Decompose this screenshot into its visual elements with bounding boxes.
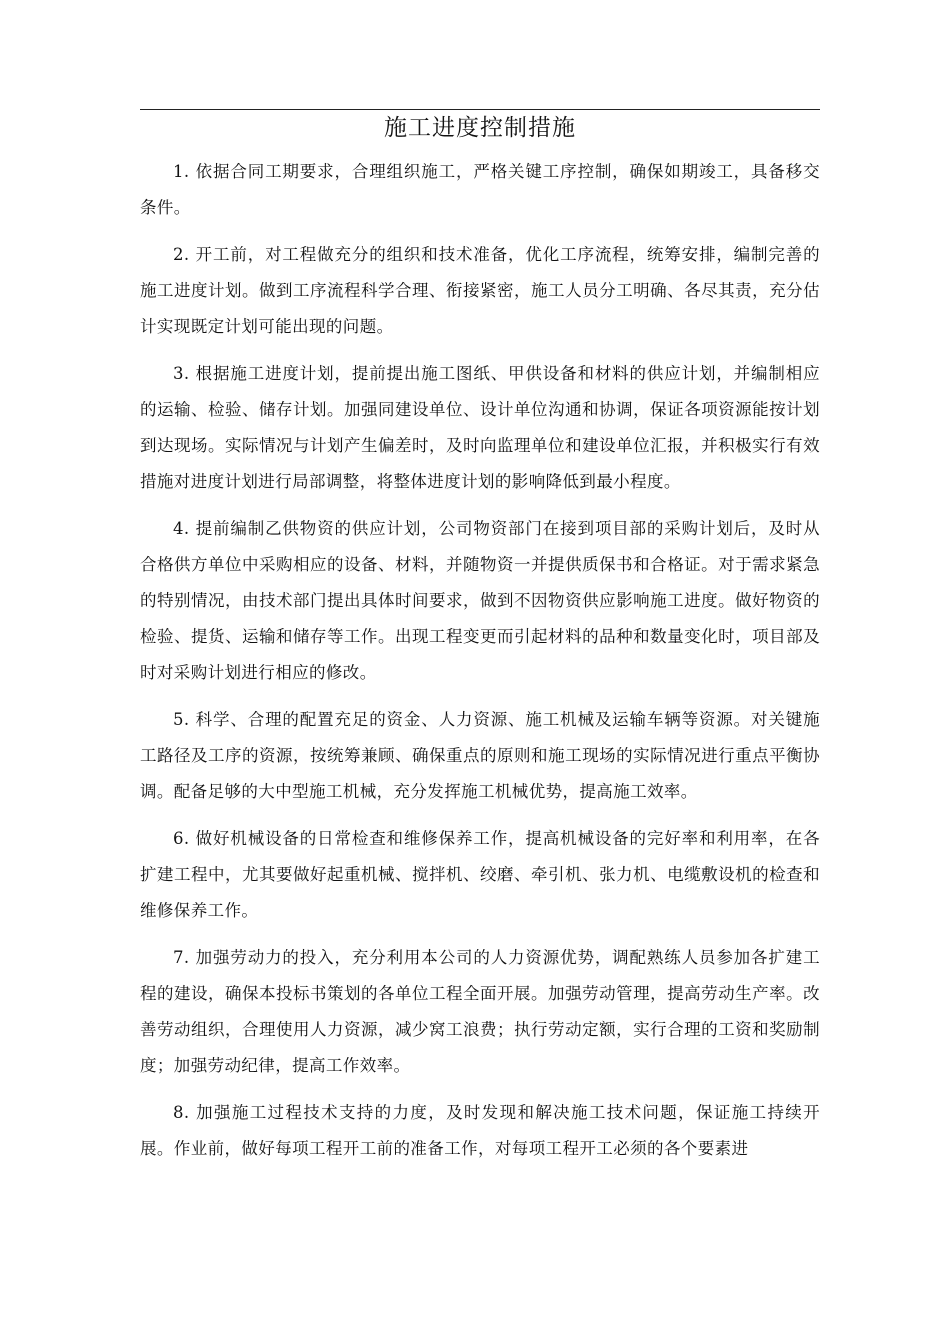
header-rule [140,109,820,110]
paragraph-5: 5. 科学、合理的配置充足的资金、人力资源、施工机械及运输车辆等资源。对关键施工路径及工序的资源，按统筹兼顾、确保重点的原则和施工现场的实际情况进行重点平衡协调。配备足够的大中型施工机械，充分发挥施工机械优势，提高施工效率。 [140,710,820,801]
paragraph-6: 6. 做好机械设备的日常检查和维修保养工作，提高机械设备的完好率和利用率，在各扩建工程中，尤其要做好起重机械、搅拌机、绞磨、牵引机、张力机、电缆敷设机的检查和维修保养工作。 [140,829,820,920]
paragraph-4: 4. 提前编制乙供物资的供应计划，公司物资部门在接到项目部的采购计划后，及时从合格供方单位中采购相应的设备、材料，并随物资一并提供质保书和合格证。对于需求紧急的特别情况，由技术部门提出具体时间要求，做到不因物资供应影响施工进度。做好物资的检验、提货、运输和储存等工作。出现工程变更而引起材料的品种和数量变化时，项目部及时对采购计划进行相应的修改。 [140,519,820,682]
paragraph-8: 8. 加强施工过程技术支持的力度，及时发现和解决施工技术问题，保证施工持续开展。作业前，做好每项工程开工前的准备工作，对每项工程开工必须的各个要素进 [140,1103,820,1158]
paragraph-7: 7. 加强劳动力的投入，充分利用本公司的人力资源优势，调配熟练人员参加各扩建工程的建设，确保本投标书策划的各单位工程全面开展。加强劳动管理，提高劳动生产率。改善劳动组织，合理使用人力资源，减少窝工浪费；执行劳动定额，实行合理的工资和奖励制度；加强劳动纪律，提高工作效率。 [140,948,820,1075]
document-body [140,154,820,1178]
document-title: 施工进度控制措施 [384,115,576,141]
paragraph-1: 1. 依据合同工期要求，合理组织施工，严格关键工序控制，确保如期竣工，具备移交条件。 [140,162,820,217]
paragraph-3: 3. 根据施工进度计划，提前提出施工图纸、甲供设备和材料的供应计划，并编制相应的运输、检验、储存计划。加强同建设单位、设计单位沟通和协调，保证各项资源能按计划到达现场。实际情况与计划产生偏差时，及时向监理单位和建设单位汇报，并积极实行有效措施对进度计划进行局部调整，将整体进度计划的影响降低到最小程度。 [140,364,820,491]
paragraph-2: 2. 开工前，对工程做充分的组织和技术准备，优化工序流程，统筹安排，编制完善的施工进度计划。做到工序流程科学合理、衔接紧密，施工人员分工明确、各尽其责，充分估计实现既定计划可能出现的问题。 [140,245,820,336]
